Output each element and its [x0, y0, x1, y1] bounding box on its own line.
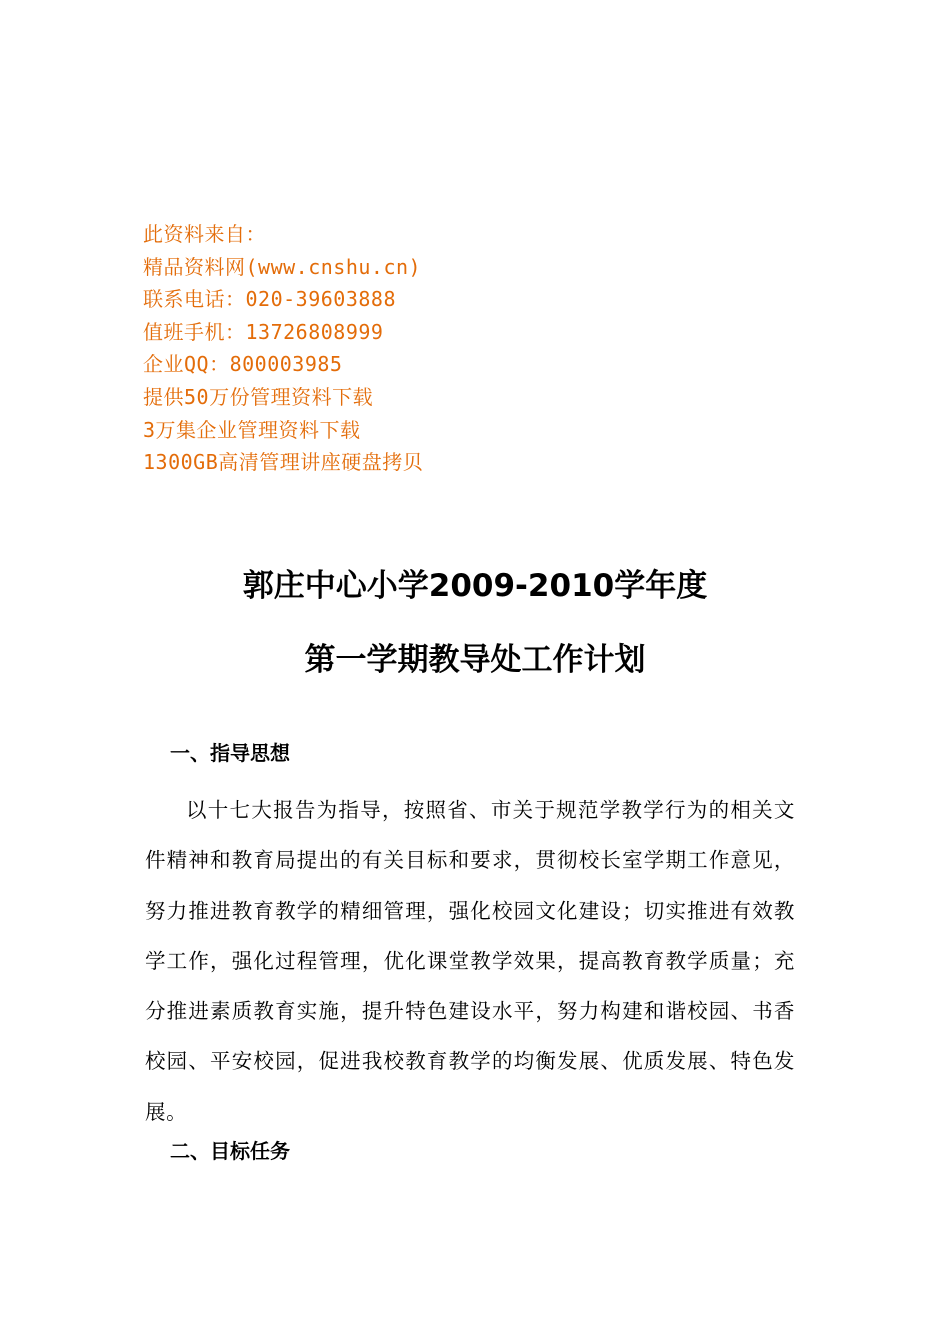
promo-line-qq: 企业QQ：800003985 [143, 352, 343, 377]
promo-line-source: 此资料来自： [143, 222, 266, 246]
promo-line-mobile: 值班手机：13726808999 [143, 319, 384, 344]
promo-line-offer-3: 1300GB高清管理讲座硬盘拷贝 [143, 450, 424, 475]
document-title-line1: 郭庄中心小学2009-2010学年度 [242, 568, 708, 604]
promo-line-website: 精品资料网(www.cnshu.cn) [143, 254, 422, 279]
promo-block [143, 218, 603, 479]
section-heading-goals-tasks: 二、目标任务 [170, 1139, 290, 1163]
promo-line-phone: 联系电话：020-39603888 [143, 287, 396, 312]
section-body-guiding-ideology: 以十七大报告为指导，按照省、市关于规范学教学行为的相关文件精神和教育局提出的有关目标和要求，贯彻校长室学期工作意见，努力推进教育教学的精细管理，强化校园文化建设；切实推进有效教学工作，强化过程管理，优化课堂教学效果，提高教育教学质量；充分推进素质教育实施，提升特色建设水平，努力构建和谐校园、书香校园、平安校园，促进我校教育教学的均衡发展、优质发展、特色发展。 [145, 798, 795, 1124]
section-heading-guiding-ideology: 一、指导思想 [170, 741, 290, 765]
document-title-line2: 第一学期教导处工作计划 [304, 642, 646, 678]
promo-line-offer-2: 3万集企业管理资料下载 [143, 417, 361, 442]
promo-line-offer-1: 提供50万份管理资料下载 [143, 384, 374, 409]
